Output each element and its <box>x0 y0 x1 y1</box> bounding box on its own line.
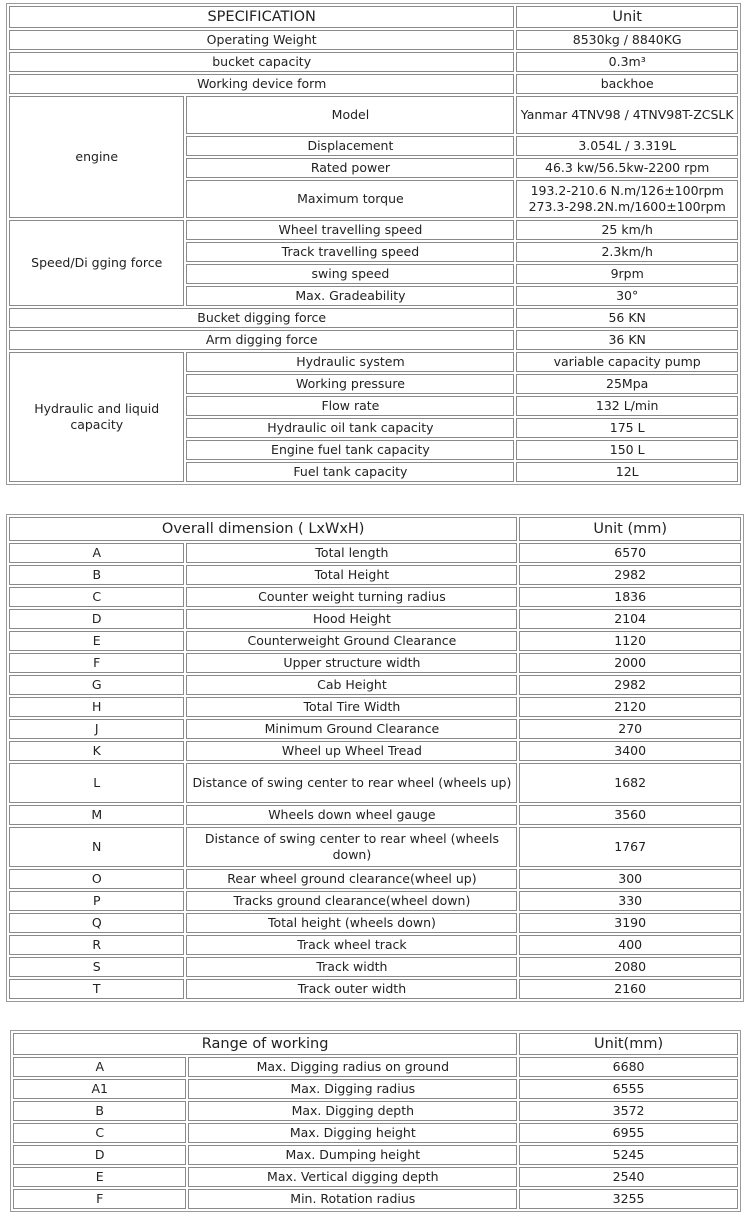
spec-row-value: 9rpm <box>516 264 738 284</box>
row-code: R <box>9 935 184 955</box>
table-row <box>9 827 741 867</box>
row-value: 1120 <box>519 631 741 651</box>
row-code: C <box>13 1123 186 1143</box>
work-header-label: Range of working <box>13 1033 517 1055</box>
row-code: D <box>13 1145 186 1165</box>
spec-row-label: Model <box>186 96 514 134</box>
spec-row-value: 56 KN <box>516 308 738 328</box>
spec-row-label: Flow rate <box>186 396 514 416</box>
row-code: B <box>13 1101 186 1121</box>
table-row <box>9 631 741 651</box>
spec-row-label: Max. Gradeability <box>186 286 514 306</box>
spec-row-label: Displacement <box>186 136 514 156</box>
row-value: 1682 <box>519 763 741 803</box>
row-label: Total Height <box>186 565 517 585</box>
spec-row-label: Fuel tank capacity <box>186 462 514 482</box>
spec-row-label: bucket capacity <box>9 52 514 72</box>
table-row <box>9 979 741 999</box>
row-value: 1767 <box>519 827 741 867</box>
table-row <box>13 1145 738 1165</box>
row-value: 3572 <box>519 1101 738 1121</box>
table-row <box>13 1057 738 1077</box>
table-row <box>9 719 741 739</box>
table-row <box>13 1123 738 1143</box>
row-label: Track width <box>186 957 517 977</box>
row-label: Wheels down wheel gauge <box>186 805 517 825</box>
row-label: Max. Digging depth <box>188 1101 517 1121</box>
row-value: 2120 <box>519 697 741 717</box>
spec-row-value: backhoe <box>516 74 738 94</box>
row-value: 2160 <box>519 979 741 999</box>
row-code: L <box>9 763 184 803</box>
work-body <box>13 1057 738 1209</box>
row-label: Max. Vertical digging depth <box>188 1167 517 1187</box>
row-label: Rear wheel ground clearance(wheel up) <box>186 869 517 889</box>
spec-header-label: SPECIFICATION <box>9 6 514 28</box>
row-code: B <box>9 565 184 585</box>
row-value: 6555 <box>519 1079 738 1099</box>
table-row <box>9 763 741 803</box>
table-row <box>9 869 741 889</box>
table-row <box>13 1079 738 1099</box>
spec-row-label: Maximum torque <box>186 180 514 218</box>
row-label: Max. Digging height <box>188 1123 517 1143</box>
row-code: O <box>9 869 184 889</box>
work-header-unit: Unit(mm) <box>519 1033 738 1055</box>
row-label: Counterweight Ground Clearance <box>186 631 517 651</box>
row-label: Min. Rotation radius <box>188 1189 517 1209</box>
row-code: A <box>13 1057 186 1077</box>
row-code: A <box>9 543 184 563</box>
row-value: 3400 <box>519 741 741 761</box>
row-value: 2104 <box>519 609 741 629</box>
row-value: 300 <box>519 869 741 889</box>
row-label: Distance of swing center to rear wheel (wheels down) <box>186 827 517 867</box>
row-value: 3560 <box>519 805 741 825</box>
spec-row-value: 3.054L / 3.319L <box>516 136 738 156</box>
row-label: Wheel up Wheel Tread <box>186 741 517 761</box>
row-value: 2982 <box>519 675 741 695</box>
row-code: M <box>9 805 184 825</box>
spec-row-value: 193.2-210.6 N.m/126±100rpm 273.3-298.2N.m/1600±100rpm <box>516 180 738 218</box>
row-value: 3190 <box>519 913 741 933</box>
table-row <box>13 1189 738 1209</box>
row-label: Upper structure width <box>186 653 517 673</box>
row-value: 270 <box>519 719 741 739</box>
spec-row-value: 175 L <box>516 418 738 438</box>
row-label: Total Tire Width <box>186 697 517 717</box>
row-code: F <box>13 1189 186 1209</box>
spec-row-label: Engine fuel tank capacity <box>186 440 514 460</box>
spec-row-label: Operating Weight <box>9 30 514 50</box>
row-value: 1836 <box>519 587 741 607</box>
row-value: 5245 <box>519 1145 738 1165</box>
row-value: 3255 <box>519 1189 738 1209</box>
table-row <box>9 957 741 977</box>
spec-row-value: Yanmar 4TNV98 / 4TNV98T-ZCSLK <box>516 96 738 134</box>
engine-group-label: engine <box>9 96 184 218</box>
row-code: C <box>9 587 184 607</box>
row-code: D <box>9 609 184 629</box>
spec-row-label: Wheel travelling speed <box>186 220 514 240</box>
table-row <box>9 741 741 761</box>
table-row <box>9 697 741 717</box>
row-label: Cab Height <box>186 675 517 695</box>
spec-row-value: 25Mpa <box>516 374 738 394</box>
row-code: G <box>9 675 184 695</box>
row-code: N <box>9 827 184 867</box>
dims-header-label: Overall dimension ( LxWxH) <box>9 517 517 541</box>
spec-row-label: Hydraulic oil tank capacity <box>186 418 514 438</box>
row-value: 2000 <box>519 653 741 673</box>
table-row <box>9 935 741 955</box>
row-code: J <box>9 719 184 739</box>
row-label: Hood Height <box>186 609 517 629</box>
speed-group-label: Speed/Di gging force <box>9 220 184 306</box>
table-row <box>9 675 741 695</box>
row-label: Minimum Ground Clearance <box>186 719 517 739</box>
row-label: Track outer width <box>186 979 517 999</box>
spec-row-value: variable capacity pump <box>516 352 738 372</box>
spec-row-value: 12L <box>516 462 738 482</box>
row-label: Tracks ground clearance(wheel down) <box>186 891 517 911</box>
spec-row-value: 0.3m³ <box>516 52 738 72</box>
row-code: F <box>9 653 184 673</box>
spec-row-label: Working device form <box>9 74 514 94</box>
table-row <box>9 543 741 563</box>
row-code: S <box>9 957 184 977</box>
row-label: Max. Digging radius on ground <box>188 1057 517 1077</box>
row-value: 2982 <box>519 565 741 585</box>
row-value: 6570 <box>519 543 741 563</box>
spec-row-value: 2.3km/h <box>516 242 738 262</box>
row-code: K <box>9 741 184 761</box>
dims-body <box>9 543 741 999</box>
table-row <box>13 1101 738 1121</box>
row-code: P <box>9 891 184 911</box>
dims-header-unit: Unit (mm) <box>519 517 741 541</box>
row-label: Total length <box>186 543 517 563</box>
row-label: Total height (wheels down) <box>186 913 517 933</box>
spec-row-label: Rated power <box>186 158 514 178</box>
spec-row-label: Working pressure <box>186 374 514 394</box>
row-value: 2540 <box>519 1167 738 1187</box>
row-code: A1 <box>13 1079 186 1099</box>
row-code: Q <box>9 913 184 933</box>
row-code: E <box>13 1167 186 1187</box>
row-value: 6955 <box>519 1123 738 1143</box>
table-row <box>9 565 741 585</box>
spec-row-label: Bucket digging force <box>9 308 514 328</box>
row-label: Counter weight turning radius <box>186 587 517 607</box>
row-value: 2080 <box>519 957 741 977</box>
row-label: Distance of swing center to rear wheel (wheels up) <box>186 763 517 803</box>
table-row <box>9 805 741 825</box>
table-row <box>13 1167 738 1187</box>
table-row <box>9 587 741 607</box>
row-value: 6680 <box>519 1057 738 1077</box>
spec-row-value: 46.3 kw/56.5kw-2200 rpm <box>516 158 738 178</box>
table-row <box>9 913 741 933</box>
range-of-working-table <box>10 1030 741 1212</box>
hydraulic-group-label: Hydraulic and liquid capacity <box>9 352 184 482</box>
table-row <box>9 653 741 673</box>
spec-row-value: 30° <box>516 286 738 306</box>
spec-header-unit: Unit <box>516 6 738 28</box>
table-row <box>9 609 741 629</box>
overall-dimension-table <box>6 514 744 1002</box>
spec-row-value: 8530kg / 8840KG <box>516 30 738 50</box>
spec-row-value: 36 KN <box>516 330 738 350</box>
row-label: Max. Digging radius <box>188 1079 517 1099</box>
row-code: T <box>9 979 184 999</box>
spec-row-label: swing speed <box>186 264 514 284</box>
spec-row-label: Track travelling speed <box>186 242 514 262</box>
row-label: Max. Dumping height <box>188 1145 517 1165</box>
row-code: E <box>9 631 184 651</box>
spec-row-label: Hydraulic system <box>186 352 514 372</box>
row-label: Track wheel track <box>186 935 517 955</box>
spec-row-value: 132 L/min <box>516 396 738 416</box>
row-value: 400 <box>519 935 741 955</box>
row-value: 330 <box>519 891 741 911</box>
row-code: H <box>9 697 184 717</box>
table-row <box>9 891 741 911</box>
spec-row-value: 25 km/h <box>516 220 738 240</box>
specification-table <box>6 3 741 485</box>
spec-row-value: 150 L <box>516 440 738 460</box>
spec-row-label: Arm digging force <box>9 330 514 350</box>
